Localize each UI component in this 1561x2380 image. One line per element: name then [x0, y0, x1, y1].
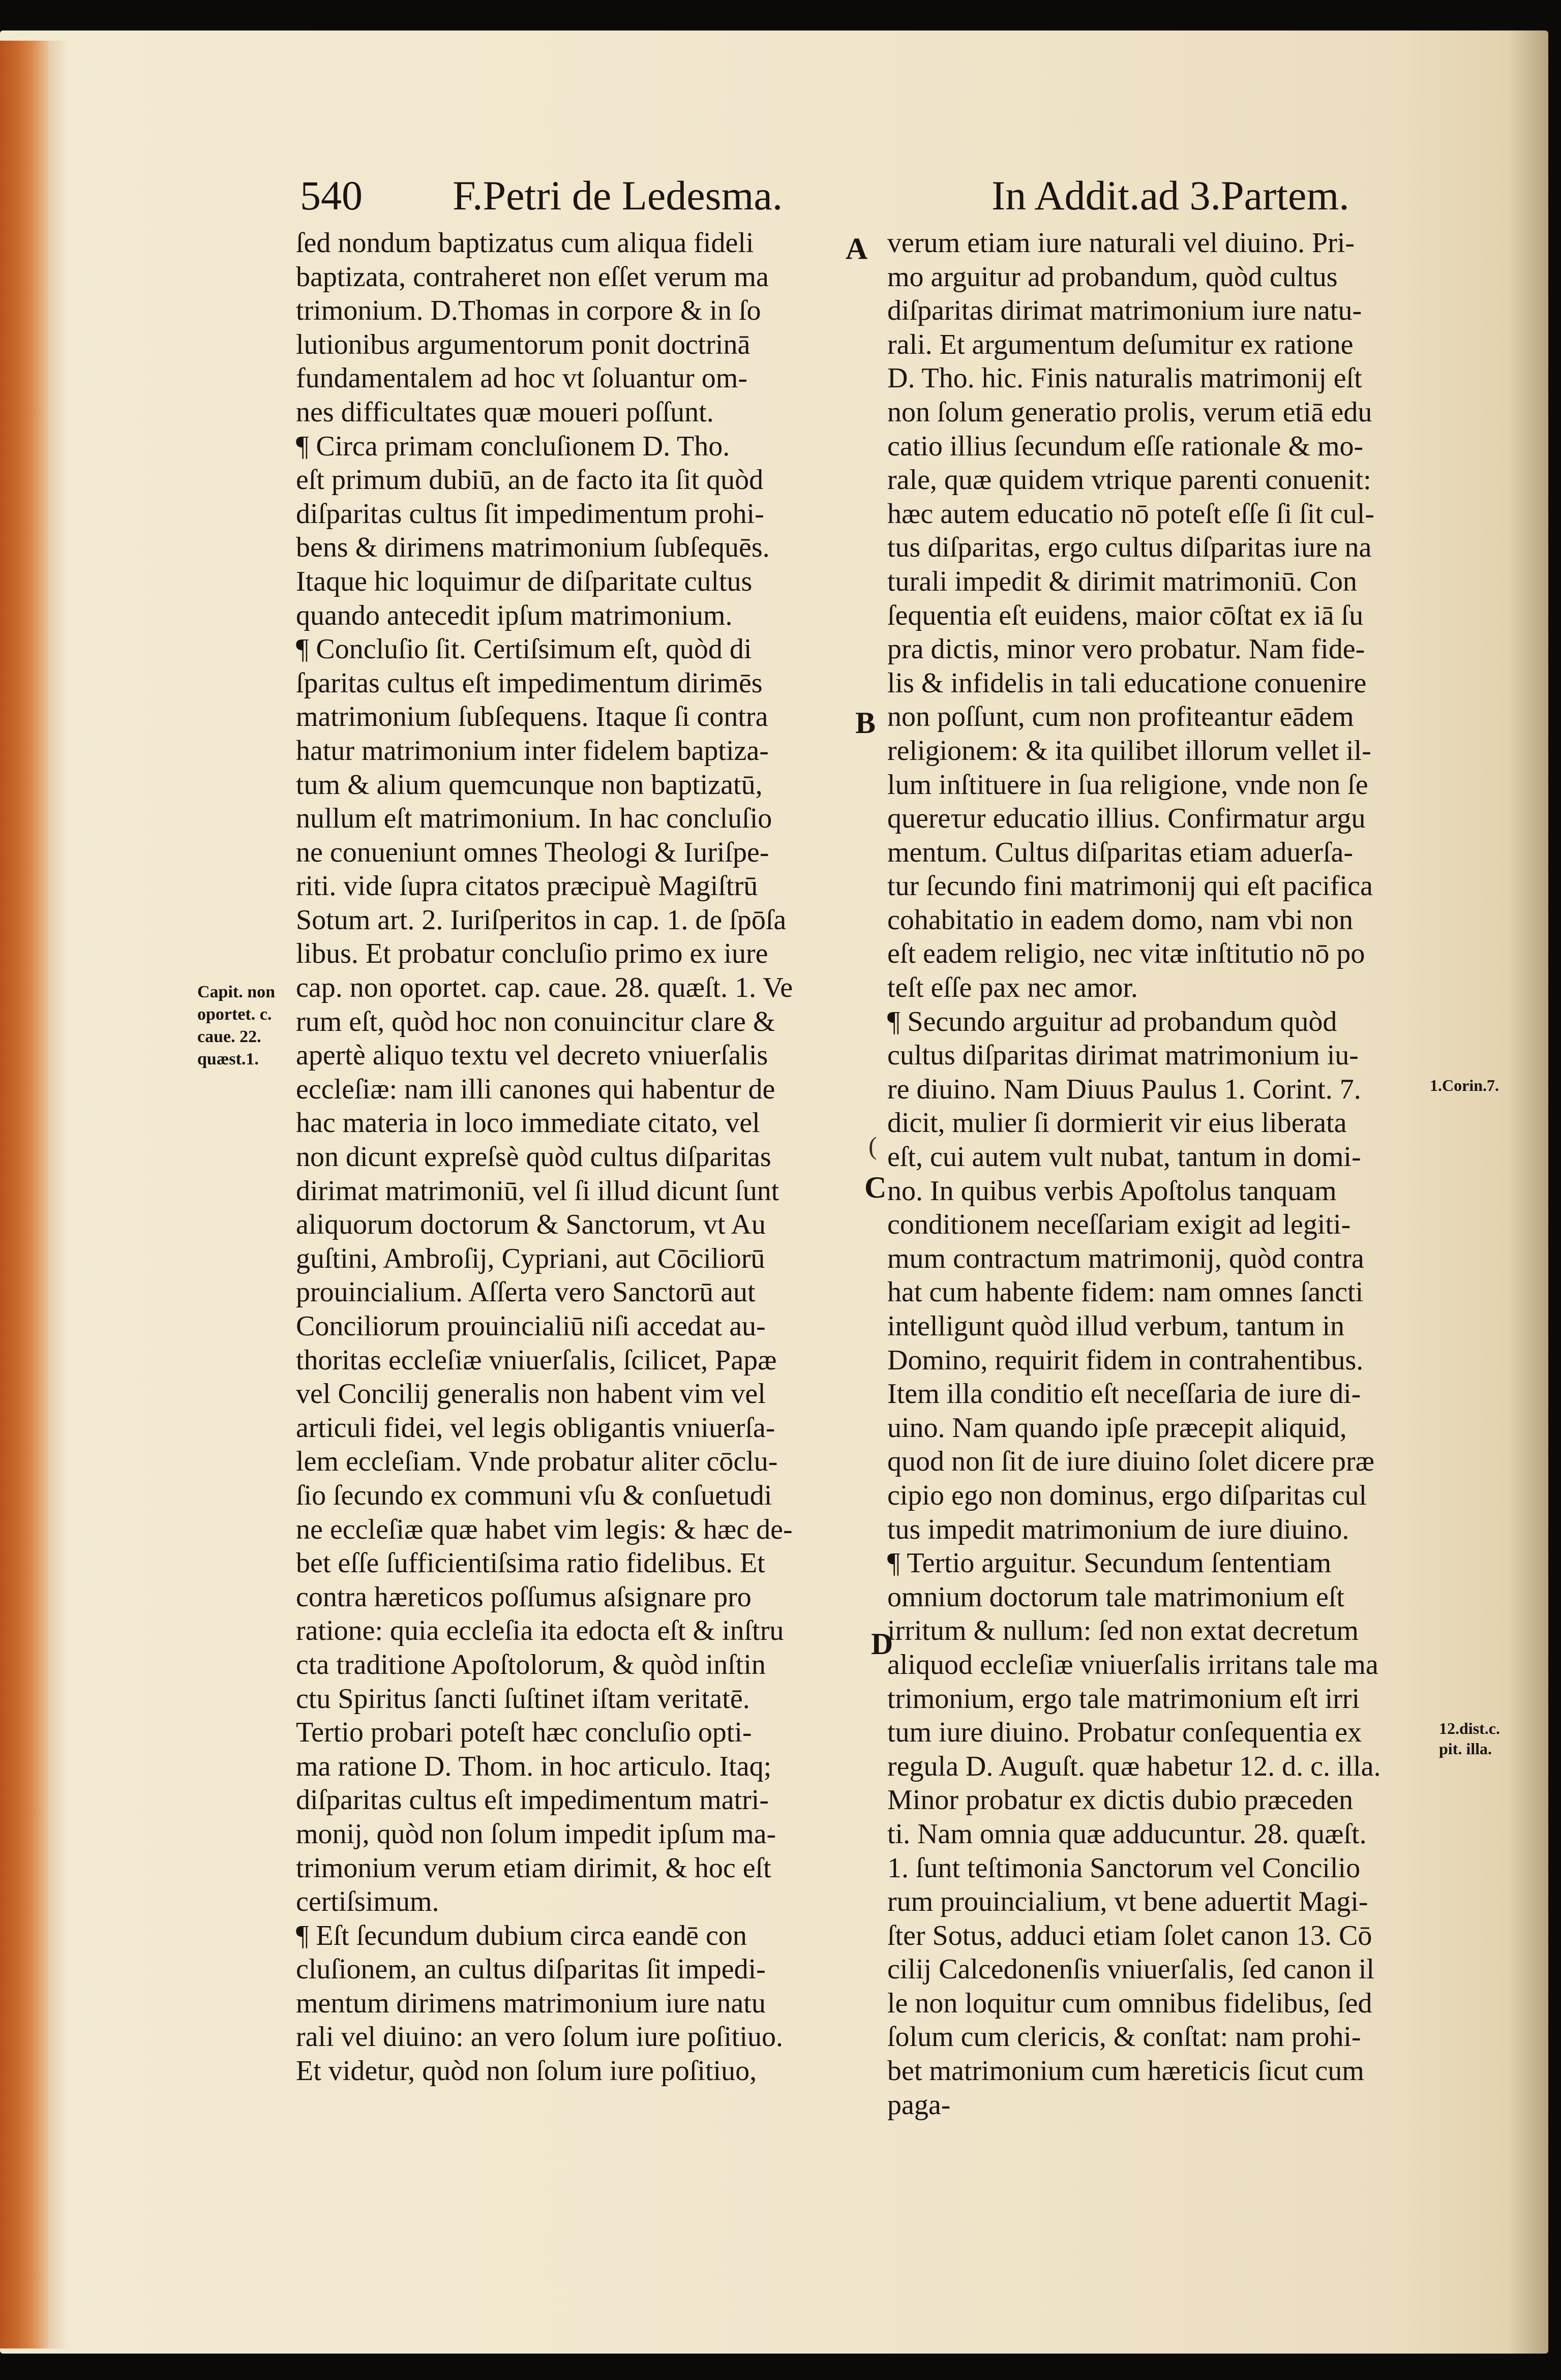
margin-note-line: oportet. c.: [197, 1005, 272, 1024]
section-marker-d: D: [871, 1627, 893, 1661]
margin-note-line: caue. 22.: [197, 1027, 261, 1046]
text-line: lum inſtituere in ſua religione, vnde non ſe: [887, 769, 1368, 801]
section-marker-a: A: [846, 232, 868, 265]
text-line: religionem: & ita quilibet illorum vellet il-: [887, 735, 1371, 767]
margin-note-right-distinction: [1439, 1718, 1500, 1759]
margin-paren-mark: (: [868, 1132, 877, 1160]
text-line: pra dictis, minor vero probatur. Nam fide-: [887, 633, 1365, 665]
text-line: prouincialium. Aſſerta vero Sanctorū aut: [296, 1276, 756, 1308]
text-line: mentum. Cultus diſparitas etiam aduerſa-: [887, 836, 1353, 868]
text-line: Conciliorum prouincialiū niſi accedat au-: [296, 1310, 766, 1342]
text-line: bens & dirimens matrimonium ſubſequēs.: [296, 532, 770, 564]
text-line: paga-: [887, 2089, 951, 2121]
running-head-left: F.Petri de Ledesma.: [453, 172, 783, 219]
text-line: Domino, requirit fidem in contrahentibus.: [887, 1344, 1364, 1376]
text-line: ratione: quia eccleſia ita edocta eſt & inſtru: [296, 1615, 784, 1647]
text-line: conditionem neceſſariam exigit ad legiti-: [887, 1209, 1351, 1241]
text-line: hat cum habente fidem: nam omnes ſancti: [887, 1276, 1364, 1308]
text-line: vel Concilij generalis non habent vim vel: [296, 1378, 766, 1410]
text-line: diſparitas cultus eſt impedimentum matri-: [296, 1784, 769, 1816]
text-line: matrimonium ſubſequens. Itaque ſi contra: [296, 701, 768, 733]
text-line: diſparitas cultus ſit impedimentum prohi-: [296, 498, 764, 530]
text-line: ¶ Circa primam concluſionem D. Tho.: [296, 430, 730, 462]
text-line: uino. Nam quando ipſe præcepit aliquid,: [887, 1412, 1347, 1444]
text-line: lem eccleſiam. Vnde probatur aliter cōclu-: [296, 1446, 778, 1478]
text-line: cipio ego non dominus, ergo diſparitas cul: [887, 1479, 1367, 1511]
margin-note-line: quæst.1.: [197, 1050, 259, 1069]
text-line: ctu Spiritus ſancti ſuſtinet iſtam veritatē.: [296, 1683, 750, 1715]
text-line: re diuino. Nam Diuus Paulus 1. Corint. 7.: [887, 1073, 1361, 1105]
text-line: mum contractum matrimonij, quòd contra: [887, 1242, 1364, 1274]
margin-note-line: Capit. non: [197, 983, 276, 1001]
margin-note-left: [197, 981, 275, 1071]
text-line: ſed nondum baptizatus cum aliqua fideli: [296, 227, 754, 259]
text-line: verum etiam iure naturali vel diuino. Pri-: [887, 227, 1355, 259]
text-line: tus impedit matrimonium de iure diuino.: [887, 1513, 1349, 1545]
text-line: contra hæreticos poſſumus aſsignare pro: [296, 1581, 752, 1613]
text-line: cilij Calcedonenſis vniuerſalis, ſed canon il: [887, 1954, 1374, 1986]
section-marker-b: B: [855, 706, 876, 740]
text-line: rali vel diuino: an vero ſolum iure poſitiuo.: [296, 2021, 784, 2053]
text-line: libus. Et probatur concluſio primo ex iure: [296, 938, 768, 970]
page-number: 540: [300, 172, 363, 219]
text-line: cluſionem, an cultus diſparitas ſit impedi-: [296, 1954, 766, 1986]
text-line: mentum dirimens matrimonium iure natu: [296, 1987, 766, 2019]
text-line: ne eccleſiæ quæ habet vim legis: & hæc de-: [296, 1513, 793, 1545]
text-line: thoritas eccleſiæ vniuerſalis, ſcilicet, Papæ: [296, 1344, 777, 1376]
text-line: mo arguitur ad probandum, quòd cultus: [887, 261, 1338, 293]
gutter-shadow: [1508, 30, 1548, 2354]
text-line: non poſſunt, cum non profiteantur eādem: [887, 701, 1354, 733]
text-line: ¶ Concluſio ſit. Certiſsimum eſt, quòd di: [296, 633, 752, 665]
text-line: regula D. Auguſt. quæ habetur 12. d. c. illa.: [887, 1750, 1381, 1782]
text-line: quando antecedit ipſum matrimonium.: [296, 599, 733, 631]
text-line: Item illa conditio eſt neceſſaria de iure di-: [887, 1378, 1361, 1410]
text-line: ¶ Tertio arguitur. Secundum ſententiam: [887, 1547, 1332, 1579]
text-line: rum prouincialium, vt bene aduertit Magi-: [887, 1886, 1368, 1918]
text-line: ſio ſecundo ex communi vſu & conſuetudi: [296, 1479, 772, 1511]
text-line: 1. ſunt teſtimonia Sanctorum vel Concilio: [887, 1852, 1361, 1884]
text-line: cta traditione Apoſtolorum, & quòd inſtin: [296, 1649, 766, 1681]
text-line: ne conueniunt omnes Theologi & Iuriſpe-: [296, 836, 769, 868]
text-line: ſter Sotus, adduci etiam ſolet canon 13. Cō: [887, 1919, 1372, 1951]
text-line: rale, quæ quidem vtrique parenti conuenit:: [887, 464, 1371, 496]
text-line: dicit, mulier ſi dormierit vir eius liberata: [887, 1107, 1347, 1139]
text-line: catio illius ſecundum eſſe rationale & mo-: [887, 430, 1364, 462]
text-line: quereτur educatio illius. Confirmatur argu: [887, 803, 1366, 835]
text-line: ma ratione D. Thom. in hoc articulo. Itaq;: [296, 1750, 772, 1782]
text-line: ¶ Secundo arguitur ad probandum quòd: [887, 1005, 1337, 1038]
text-line: riti. vide ſupra citatos præcipuè Magiſtrū: [296, 870, 758, 902]
text-line: ſolum cum clericis, & conſtat: nam prohi-: [887, 2021, 1361, 2053]
text-line: rum eſt, quòd hoc non conuincitur clare &: [296, 1005, 775, 1038]
text-line: le non loquitur cum omnibus fidelibus, ſed: [887, 1987, 1372, 2019]
text-line: tus diſparitas, ergo cultus diſparitas iure na: [887, 532, 1372, 564]
margin-note-line: 12.dist.c.: [1439, 1719, 1500, 1737]
text-line: monij, quòd non ſolum impedit ipſum ma-: [296, 1818, 776, 1850]
margin-note-right-corinthians: 1.Corin.7.: [1430, 1076, 1499, 1094]
text-line: fundamentalem ad hoc vt ſoluantur om-: [296, 362, 747, 394]
text-line: guſtini, Ambroſij, Cypriani, aut Cōciliorū: [296, 1242, 765, 1274]
text-line: Itaque hic loquimur de diſparitate cultus: [296, 565, 753, 597]
text-line: trimonium verum etiam dirimit, & hoc eſt: [296, 1852, 771, 1884]
text-line: ſparitas cultus eſt impedimentum dirimēs: [296, 667, 763, 699]
text-line: nes difficultates quæ moueri poſſunt.: [296, 396, 714, 428]
text-line: non dicunt expreſsè quòd cultus diſparitas: [296, 1141, 771, 1173]
text-line: eſt eadem religio, nec vitæ inſtitutio nō po: [887, 938, 1365, 970]
text-line: articuli fidei, vel legis obligantis vniuerſa-: [296, 1412, 775, 1444]
text-line: hatur matrimonium inter fidelem baptiza-: [296, 735, 769, 767]
margin-note-line: pit. illa.: [1439, 1740, 1492, 1758]
text-line: cohabitatio in eadem domo, nam vbi non: [887, 904, 1354, 936]
text-line: non ſolum generatio prolis, verum etiā edu: [887, 396, 1372, 428]
text-line: diſparitas dirimat matrimonium iure natu-: [887, 295, 1362, 327]
text-line: cap. non oportet. cap. caue. 28. quæſt. 1. Ve: [296, 972, 793, 1004]
text-line: Tertio probari poteſt hæc concluſio opti-: [296, 1717, 752, 1749]
text-line: bet matrimonium cum hæreticis ſicut cum: [887, 2055, 1364, 2087]
text-line: lutionibus argumentorum ponit doctrinā: [296, 328, 751, 360]
text-line: eſt, cui autem vult nubat, tantum in domi-: [887, 1141, 1361, 1173]
text-line: Sotum art. 2. Iuriſperitos in cap. 1. de ſpōſa: [296, 904, 787, 936]
text-line: intelligunt quòd illud verbum, tantum in: [887, 1310, 1345, 1342]
text-line: aliquod eccleſiæ vniuerſalis irritans tale ma: [887, 1649, 1378, 1681]
text-line: no. In quibus verbis Apoſtolus tanquam: [887, 1175, 1337, 1207]
section-marker-c: C: [864, 1171, 887, 1204]
text-line: ti. Nam omnia quæ adducuntur. 28. quæſt.: [887, 1818, 1367, 1850]
running-head-right: In Addit.ad 3.Partem.: [992, 172, 1349, 219]
text-line: cultus diſparitas dirimat matrimonium iu-: [887, 1040, 1359, 1072]
text-line: irritum & nullum: ſed non extat decretum: [887, 1615, 1359, 1647]
text-line: Minor probatur ex dictis dubio præceden: [887, 1784, 1354, 1816]
text-line: tur ſecundo fini matrimonij qui eſt pacifica: [887, 870, 1373, 902]
text-line: tum & alium quemcunque non baptizatū,: [296, 769, 763, 801]
text-line: certiſsimum.: [296, 1886, 439, 1918]
text-line: eccleſiæ: nam illi canones qui habentur de: [296, 1073, 775, 1105]
text-line: trimonium. D.Thomas in corpore & in ſo: [296, 295, 761, 327]
text-line: aliquorum doctorum & Sanctorum, vt Au: [296, 1209, 766, 1241]
text-line: bet eſſe ſufficientiſsima ratio fidelibus. Et: [296, 1547, 765, 1579]
text-line: omnium doctorum tale matrimonium eſt: [887, 1581, 1344, 1613]
text-line: eſt primum dubiū, an de facto ita ſit quòd: [296, 464, 764, 496]
text-line: tum iure diuino. Probatur conſequentia ex: [887, 1717, 1362, 1749]
text-line: lis & infidelis in tali educatione conuenire: [887, 667, 1367, 699]
text-line: turali impedit & dirimit matrimoniū. Con: [887, 565, 1357, 597]
text-line: nullum eſt matrimonium. In hac concluſio: [296, 803, 772, 835]
text-line: dirimat matrimoniū, vel ſi illud dicunt ſunt: [296, 1175, 779, 1207]
page-fore-edge: [0, 41, 48, 2348]
right-text-column: [887, 226, 1477, 2122]
left-text-column: [296, 226, 860, 2088]
text-line: Et videtur, quòd non ſolum iure poſitiuo,: [296, 2055, 757, 2087]
text-line: rali. Et argumentum deſumitur ex ratione: [887, 328, 1354, 360]
text-line: ſequentia eſt euidens, maior cōſtat ex iā ſu: [887, 599, 1364, 631]
text-line: apertè aliquo textu vel decreto vniuerſalis: [296, 1040, 768, 1072]
text-line: teſt eſſe pax nec amor.: [887, 972, 1138, 1004]
text-line: D. Tho. hic. Finis naturalis matrimonij eſt: [887, 362, 1362, 394]
text-line: hac materia in loco immediate citato, vel: [296, 1107, 760, 1139]
text-line: quod non ſit de iure diuino ſolet dicere præ: [887, 1446, 1375, 1478]
text-line: baptizata, contraheret non eſſet verum ma: [296, 261, 769, 293]
text-line: ¶ Eſt ſecundum dubium circa eandē con: [296, 1919, 747, 1951]
text-line: hæc autem educatio nō poteſt eſſe ſi ſit cul-: [887, 498, 1374, 530]
text-line: trimonium, ergo tale matrimonium eſt irri: [887, 1683, 1360, 1715]
